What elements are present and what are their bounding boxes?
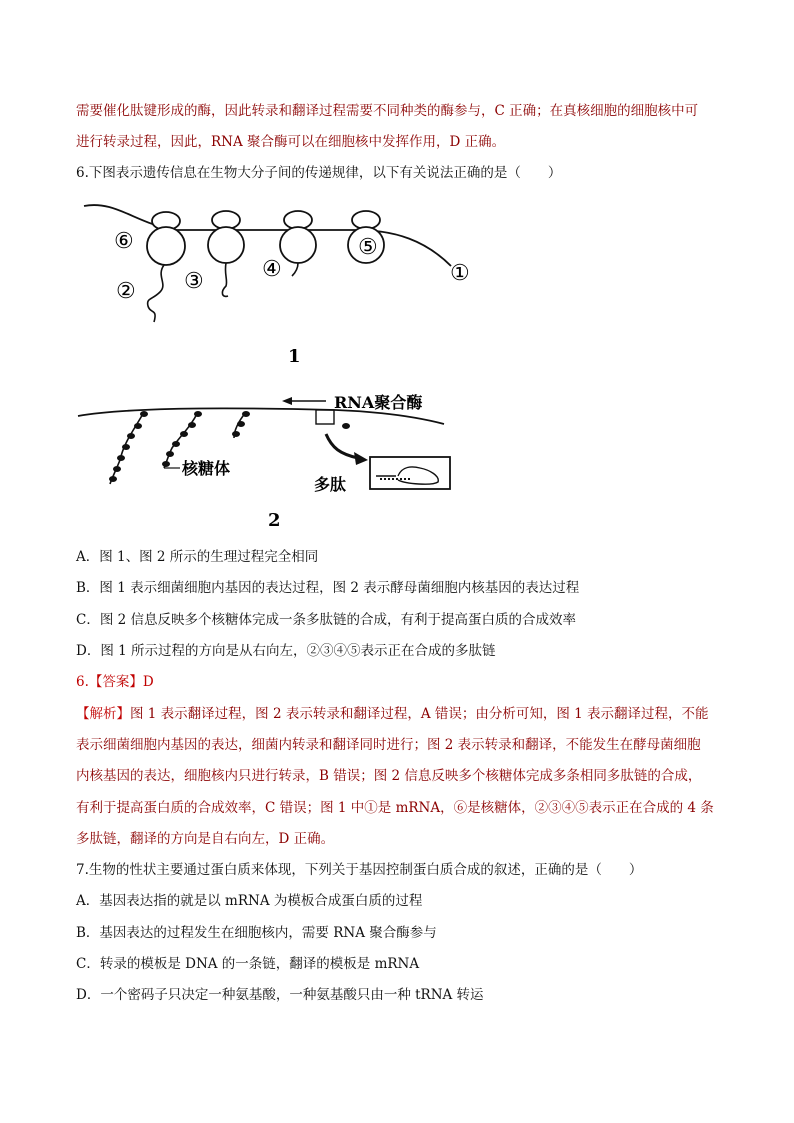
highlight-box — [316, 410, 334, 424]
option-d: D．一个密码子只决定一种氨基酸，一种氨基酸只由一种 tRNA 转运 — [76, 987, 484, 1003]
option-d: D．图 1 所示过程的方向是从右向左，②③④⑤表示正在合成的多肽链 — [76, 643, 496, 659]
analysis-line: 有利于提高蛋白质的合成效率，C 错误；图 1 中①是 mRNA，⑥是核糖体，②③④⑤表示正在合成的 4 条 — [76, 800, 714, 816]
option-b: B．图 1 表示细菌细胞内基因的表达过程，图 2 表示酵母菌细胞内核基因的表达过程 — [76, 580, 580, 596]
figure-2-caption: 2 — [268, 510, 281, 530]
enlarge-arrow — [326, 434, 358, 458]
figure-1-label: ① — [450, 261, 470, 286]
polypeptide-chain — [148, 265, 164, 322]
option-a: A．基因表达指的就是以 mRNA 为模板合成蛋白质的过程 — [76, 893, 423, 909]
ribosome-large-subunit — [208, 227, 244, 263]
figure-1-caption: 1 — [288, 346, 301, 366]
question-6-stem: 6.下图表示遗传信息在生物大分子间的传递规律，以下有关说法正确的是（ ） — [76, 165, 562, 181]
figure-2-transcription-translation — [76, 370, 456, 530]
analysis-tag: 【解析】 — [76, 706, 130, 722]
peptide-label: 多肽 — [314, 475, 347, 494]
question-7-stem: 7.生物的性状主要通过蛋白质来体现，下列关于基因控制蛋白质合成的叙述，正确的是（ ） — [76, 862, 643, 878]
analysis-line: 多肽链，翻译的方向是自右向左，D 正确。 — [76, 831, 335, 847]
arrowhead-icon — [354, 452, 368, 465]
figure-1-label: ④ — [262, 257, 282, 282]
rna-polymerase-label: RNA聚合酶 — [334, 393, 423, 412]
ribosome-large-subunit — [147, 227, 185, 265]
figure-1-label: ③ — [184, 269, 204, 294]
option-a: A．图 1、图 2 所示的生理过程完全相同 — [76, 549, 319, 565]
option-c: C．图 2 信息反映多个核糖体完成一条多肽链的合成，有利于提高蛋白质的合成效率 — [76, 612, 576, 628]
answer-6: 6.【答案】D — [76, 674, 154, 690]
ribosome-large-subunit — [280, 227, 316, 263]
enlargement-box — [370, 457, 450, 489]
option-c: C．转录的模板是 DNA 的一条链，翻译的模板是 mRNA — [76, 956, 420, 972]
polypeptide-chain — [292, 263, 298, 276]
ribosome-label: 核糖体 — [182, 459, 231, 478]
figure-1-translation — [76, 196, 496, 366]
figure-1-label: ⑤ — [358, 235, 378, 260]
figure-1-label: ② — [116, 279, 136, 304]
explanation-line: 进行转录过程，因此，RNA 聚合酶可以在细胞核中发挥作用，D 正确。 — [76, 134, 506, 150]
analysis-line — [76, 704, 709, 724]
option-b: B．基因表达的过程发生在细胞核内，需要 RNA 聚合酶参与 — [76, 925, 437, 941]
explanation-line: 需要催化肽键形成的酶，因此转录和翻译过程需要不同种类的酶参与，C 正确；在真核细胞的细胞核中可 — [76, 103, 699, 119]
analysis-text: 图 1 表示翻译过程，图 2 表示转录和翻译过程，A 错误；由分析可知，图 1 表示翻译过程，不能 — [130, 706, 709, 722]
polypeptide-chain — [222, 263, 228, 296]
analysis-line: 表示细菌细胞内基因的表达，细菌内转录和翻译同时进行；图 2 表示转录和翻译，不能发生在酵母菌细胞 — [76, 737, 701, 753]
figure-1-label: ⑥ — [114, 229, 134, 254]
analysis-line: 内核基因的表达，细胞核内只进行转录，B 错误；图 2 信息反映多个核糖体完成多条相同多肽链的合成， — [76, 768, 702, 784]
arrowhead-icon — [282, 397, 292, 405]
